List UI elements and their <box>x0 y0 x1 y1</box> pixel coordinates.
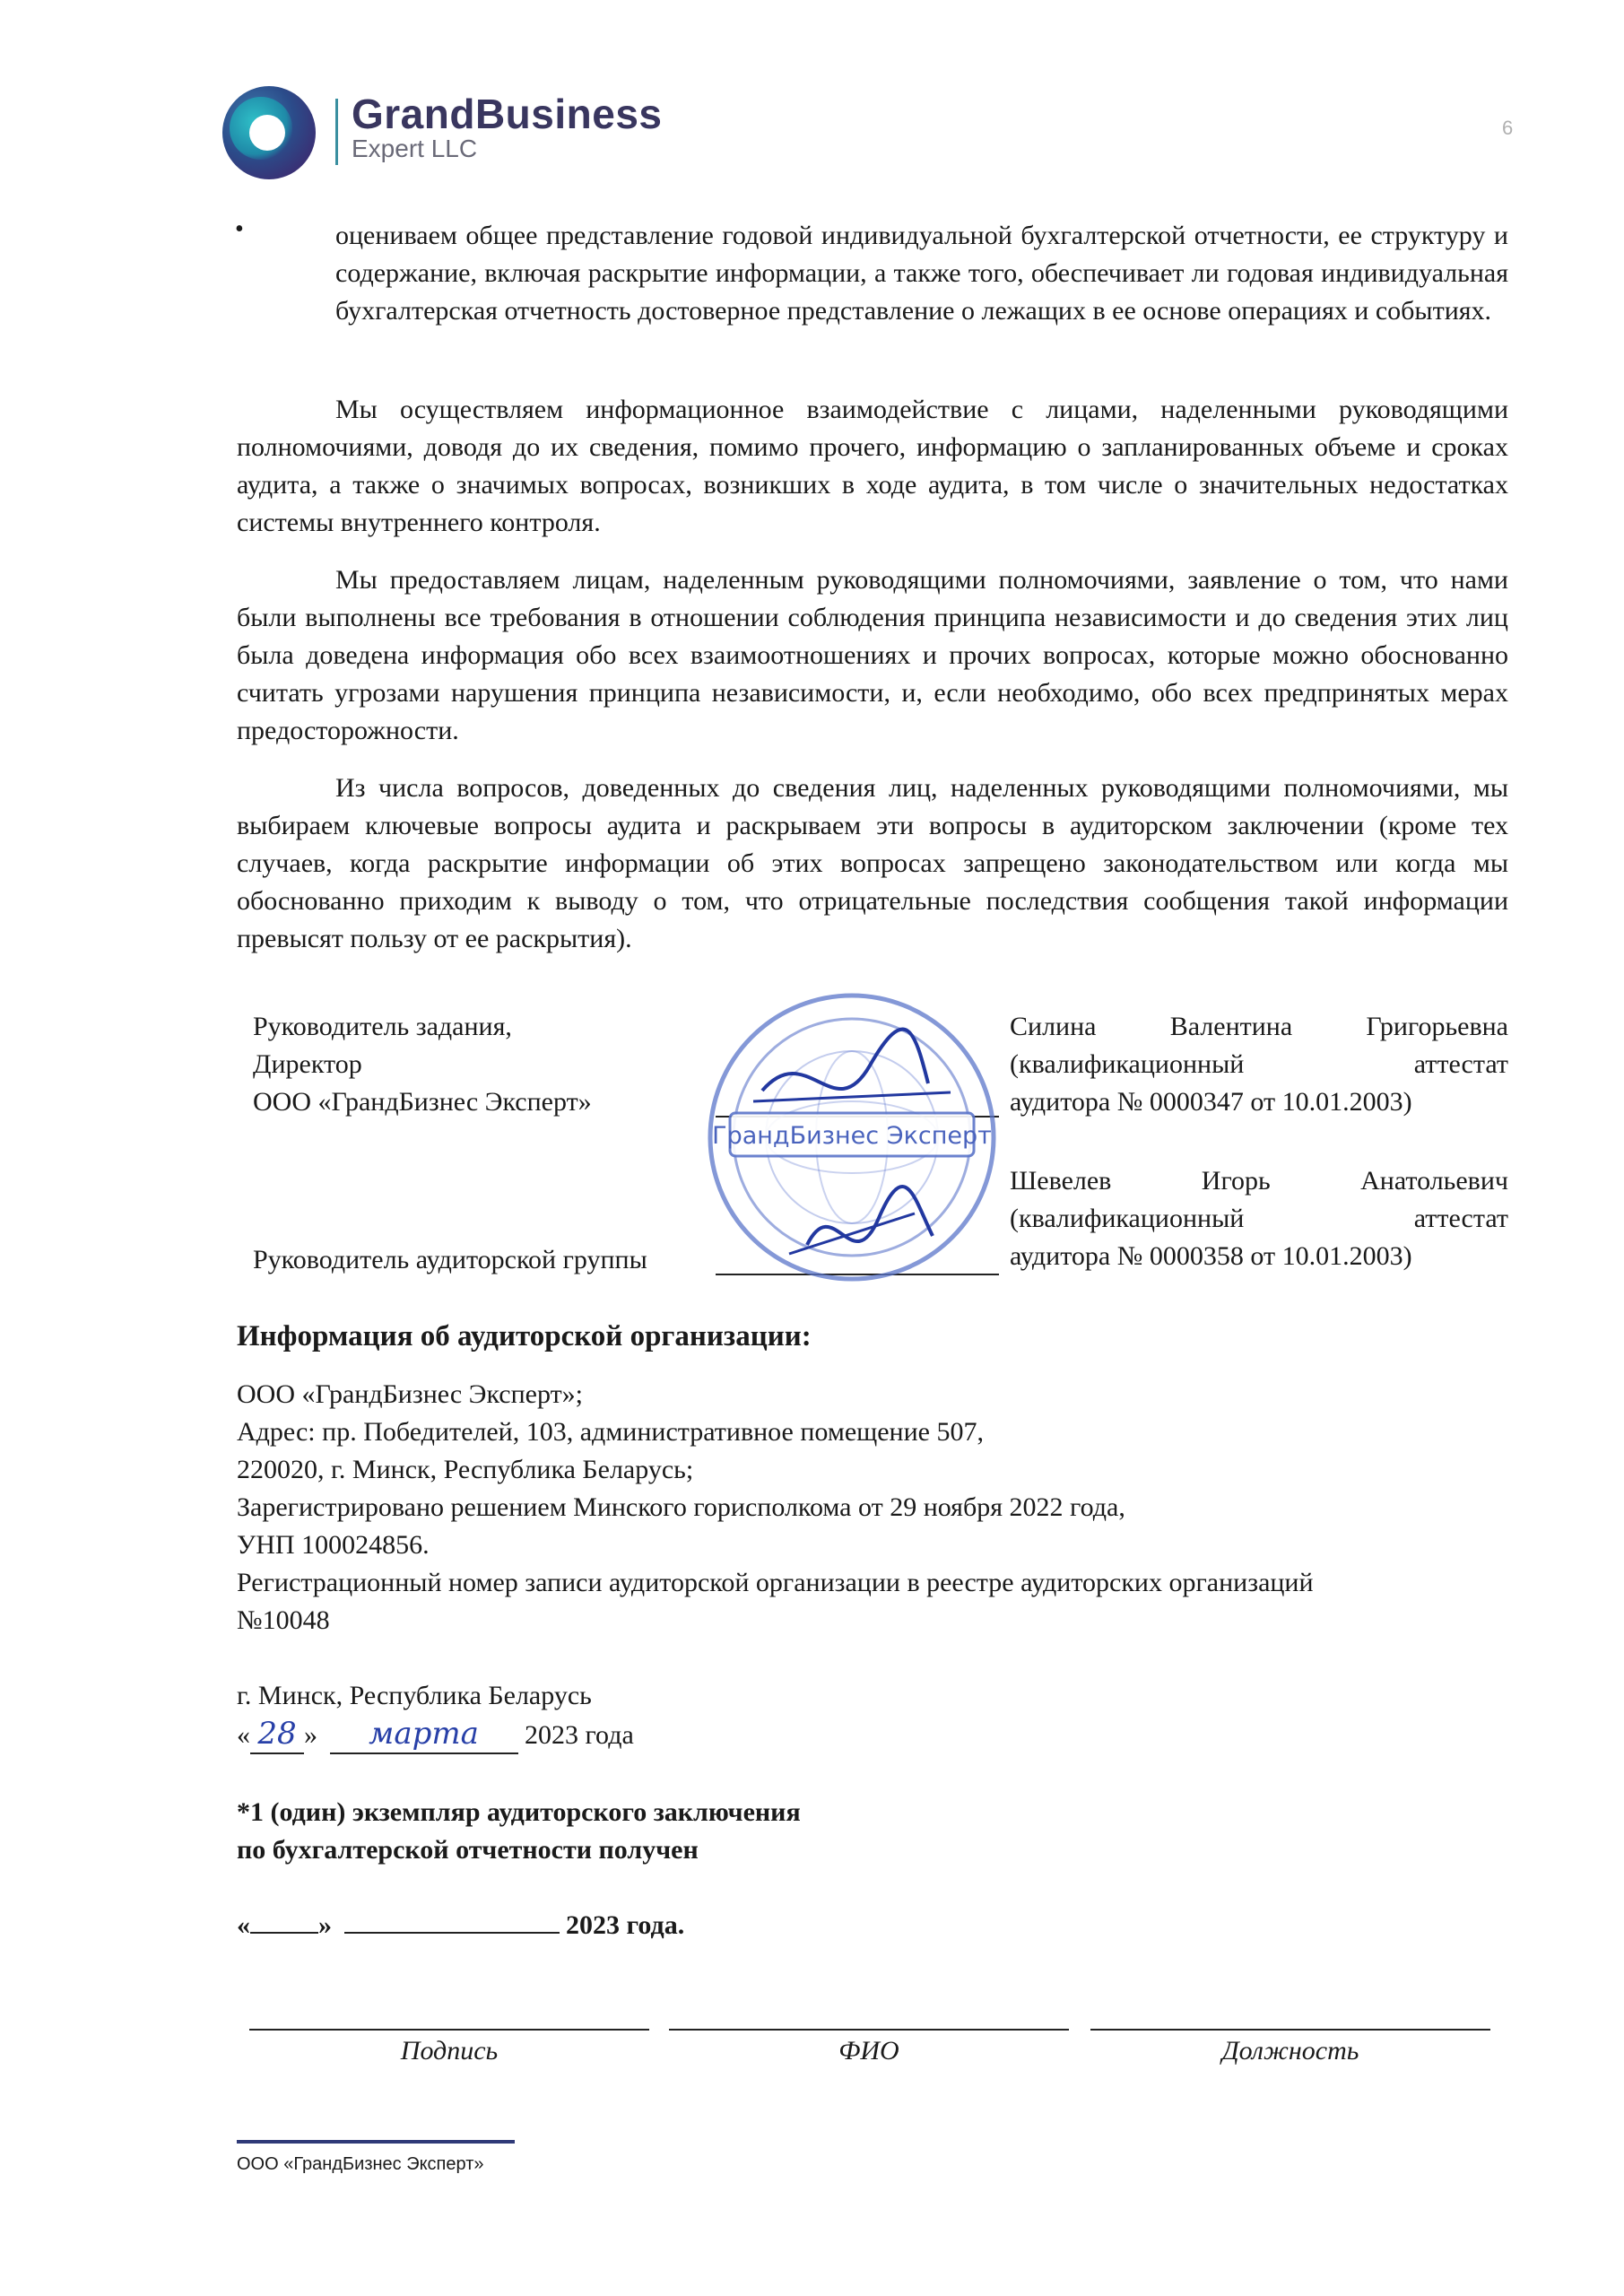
person2-patronymic: Анатольевич <box>1360 1166 1508 1196</box>
date-year: 2023 года <box>525 1720 634 1750</box>
person2-cert-word1: (квалификационный <box>1010 1204 1245 1233</box>
receipt-month-blank <box>344 1901 560 1934</box>
receipt-line-1: *1 (один) экземпляр аудиторского заключения <box>237 1797 801 1827</box>
fio-blank-line <box>669 2029 1069 2031</box>
signature-blank-line <box>249 2029 649 2031</box>
footer-rule <box>237 2140 515 2144</box>
receipt-year: 2023 года. <box>566 1910 685 1940</box>
role-company: ООО «ГрандБизнес Эксперт» <box>253 1087 592 1117</box>
receipt-date-open-quote: « <box>237 1910 250 1940</box>
person1-name <box>1010 1008 1508 1046</box>
paragraph-key-matters: Из числа вопросов, доведенных до сведения лиц, наделенных руководящими полномочиями, мы выбираем ключевые вопросы аудита и раскрываем эти вопросы в аудиторском заключении (кроме тех случаев, когда раскрытие информации об этих вопросах запрещено законодательством или когда мы обоснованно приходим к выводу о том, что отрицательные последствия сообщения такой информации превысят пользу от ее раскрытия). <box>237 773 1508 953</box>
person2-block <box>1010 1162 1508 1275</box>
date-month: марта <box>330 1715 518 1754</box>
footer-company: ООО «ГрандБизнес Эксперт» <box>237 2154 484 2174</box>
date-open-quote: « <box>237 1720 250 1750</box>
company-stamp-seal <box>699 985 1004 1290</box>
label-signature: Подпись <box>400 2036 499 2066</box>
label-fio: ФИО <box>838 2036 899 2066</box>
date-line <box>237 1715 634 1754</box>
paragraph-independence: Мы предоставляем лицам, наделенным руководящими полномочиями, заявление о том, что нами были выполнены все требования в отношении соблюдения принципа независимости и до сведения этих лиц была доведена информация обо всех взаимоотношениях и прочих вопросах, которые можно обоснованно считать угрозами нарушения принципа независимости, и, если необходимо, обо всех предпринятых мерах предосторожности. <box>237 565 1508 745</box>
person1-patronymic: Григорьевна <box>1366 1012 1508 1041</box>
person1-cert-line <box>1010 1046 1508 1083</box>
date-close-quote: » <box>304 1720 317 1750</box>
info-registration: Зарегистрировано решением Минского горисполкома от 29 ноября 2022 года, <box>237 1492 1125 1522</box>
stamp-company-name: ГрандБизнес Эксперт <box>712 1122 992 1150</box>
receipt-date-close-quote: » <box>318 1910 332 1940</box>
page-number: 6 <box>1502 117 1514 139</box>
person2-cert-word2: аттестат <box>1413 1204 1508 1233</box>
person1-cert-number: аудитора № 0000347 от 10.01.2003) <box>1010 1087 1412 1117</box>
person2-firstname: Игорь <box>1201 1166 1271 1196</box>
info-address: Адрес: пр. Победителей, 103, административное помещение 507, <box>237 1417 984 1447</box>
paragraph-interaction: Мы осуществляем информационное взаимодействие с лицами, наделенными руководящими полномочиями, доводя до их сведения, помимо прочего, информацию о запланированных объеме и сроках аудита, а также о значимых вопросах, возникших в ходе аудита, в том числе о значительных недостатках системы внутреннего контроля. <box>237 395 1508 537</box>
person1-firstname: Валентина <box>1169 1012 1293 1041</box>
info-register-record: Регистрационный номер записи аудиторской организации в реестре аудиторских организаций <box>237 1568 1314 1597</box>
date-day: 28 <box>250 1715 304 1754</box>
label-position: Должность <box>1221 2036 1359 2066</box>
person1-cert-word1: (квалификационный <box>1010 1049 1245 1079</box>
receipt-line-2: по бухгалтерской отчетности получен <box>237 1835 699 1865</box>
role-engagement-leader: Руководитель задания, <box>253 1012 512 1041</box>
role-director: Директор <box>253 1049 362 1079</box>
logo-subtitle: Expert LLC <box>352 135 478 162</box>
receipt-date-line <box>237 1901 684 1944</box>
info-heading: Информация об аудиторской организации: <box>237 1320 812 1352</box>
info-register-number: №10048 <box>237 1605 330 1635</box>
bullet-icon: • <box>235 215 244 243</box>
person2-surname: Шевелев <box>1010 1166 1112 1196</box>
person1-cert-word2: аттестат <box>1413 1049 1508 1079</box>
person1-block <box>1010 1008 1508 1121</box>
logo-divider <box>335 99 338 165</box>
person2-cert-line <box>1010 1200 1508 1238</box>
person2-cert-number: аудитора № 0000358 от 10.01.2003) <box>1010 1241 1412 1271</box>
company-logo-icon <box>222 86 316 179</box>
bullet-paragraph: оцениваем общее представление годовой индивидуальной бухгалтерской отчетности, ее структуру и содержание, включая раскрытие информации, а также того, обеспечивает ли годовая индивидуальная бухгалтерская отчетность достоверное представление о лежащих в ее основе операциях и событиях. <box>335 221 1508 326</box>
role-audit-group-leader: Руководитель аудиторской группы <box>253 1245 647 1274</box>
position-blank-line <box>1090 2029 1490 2031</box>
info-unp: УНП 100024856. <box>237 1530 430 1560</box>
receipt-day-blank <box>250 1901 318 1934</box>
place-city: г. Минск, Республика Беларусь <box>237 1681 592 1710</box>
info-city: 220020, г. Минск, Республика Беларусь; <box>237 1455 694 1484</box>
person2-name <box>1010 1162 1508 1200</box>
info-company: ООО «ГрандБизнес Эксперт»; <box>237 1379 584 1409</box>
logo-title: GrandBusiness <box>352 91 663 137</box>
person1-surname: Силина <box>1010 1012 1097 1041</box>
